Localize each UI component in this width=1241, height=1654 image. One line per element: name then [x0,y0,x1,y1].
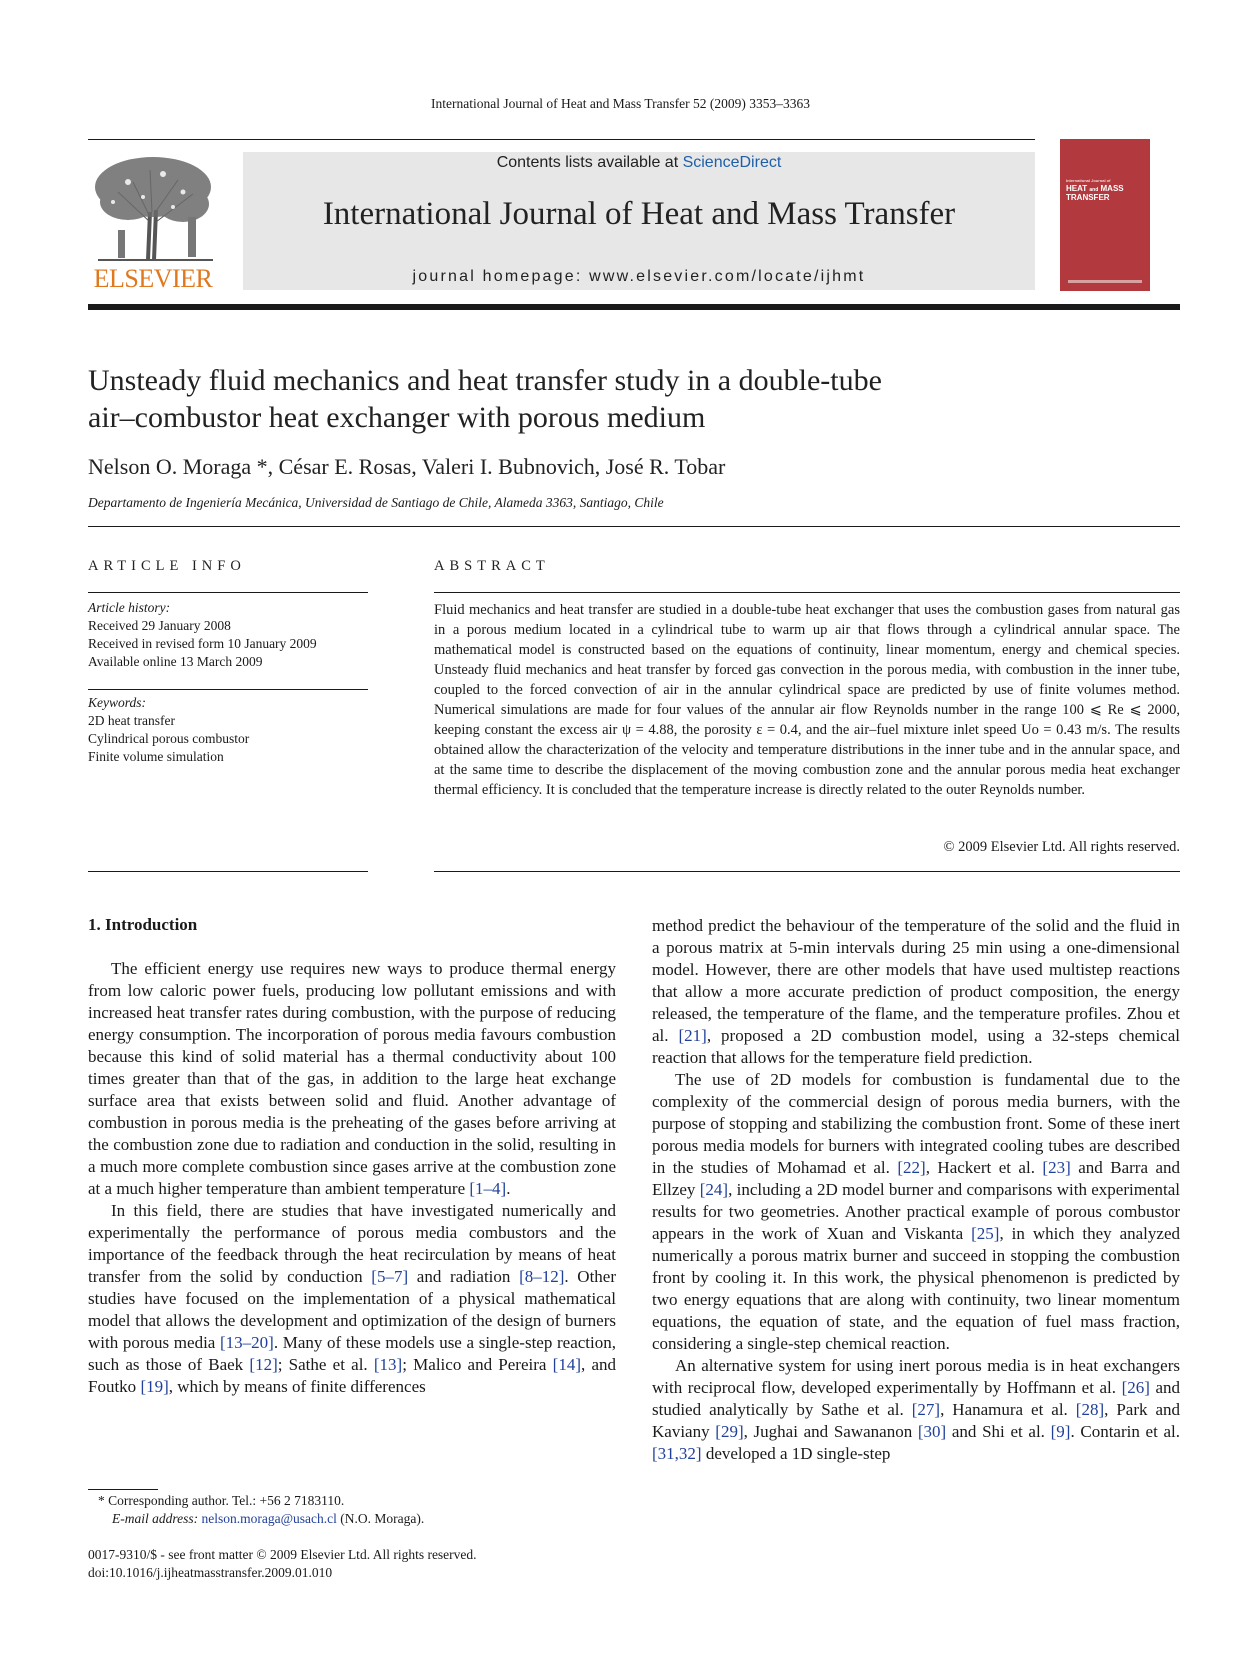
history-online: Available online 13 March 2009 [88,654,263,669]
header-rule [88,139,1035,140]
affiliation: Departamento de Ingeniería Mecánica, Universidad de Santiago de Chile, Alameda 3363, Santiago, Chile [88,495,664,510]
citation-link[interactable]: [26] [1121,1378,1150,1397]
keywords: Keywords: 2D heat transfer Cylindrical porous combustor Finite volume simulation [88,694,368,766]
text-run: , proposed a 2D combustion model, using a 32-steps chemical reaction that allows for the temperature field prediction. [652,1026,1180,1067]
abstract-copyright: © 2009 Elsevier Ltd. All rights reserved. [943,839,1180,855]
citation-link[interactable]: [25] [971,1224,1000,1243]
article-history: Article history: Received 29 January 2008 Received in revised form 10 January 2009 Available online 13 March 2009 [88,599,368,671]
front-matter: 0017-9310/$ - see front matter © 2009 Elsevier Ltd. All rights reserved. doi:10.1016/j.ijheatmasstransfer.2009.01.010 [88,1547,477,1580]
text-run: , Hackert et al. [925,1158,1043,1177]
citation-link[interactable]: [13–20] [220,1333,274,1352]
section-heading-introduction: 1. Introduction [88,915,198,934]
citation-link[interactable]: [14] [552,1355,581,1374]
citation-link[interactable]: [29] [715,1422,744,1441]
citation-link[interactable]: [5–7] [371,1267,409,1286]
tree-logo-icon [88,152,218,264]
citation-link[interactable]: [8–12] [519,1267,565,1286]
article-info-heading: ARTICLE INFO [88,558,246,574]
paragraph [652,1069,1180,1355]
abstract-heading: ABSTRACT [434,558,550,574]
text-run: and Barra and Ellzey [652,1158,1180,1199]
citation-link[interactable]: [23] [1042,1158,1071,1177]
text-run: , Hanamura et al. [940,1400,1076,1419]
affiliation-rule [88,526,1180,527]
article-info-rule [88,592,368,593]
authors: Nelson O. Moraga *, César E. Rosas, Valeri I. Bubnovich, José R. Tobar [88,454,726,479]
paragraph [652,1355,1180,1465]
text-run: . Other studies have focused on the implementation of a physical mathematical model that allows the development and optimization of the design of burners with porous media [88,1267,617,1352]
keyword: Cylindrical porous combustor [88,731,250,746]
citation-link[interactable]: [28] [1075,1400,1105,1419]
abstract-text: Fluid mechanics and heat transfer are studied in a double-tube heat exchanger that uses the combustion gases from natural gas in a porous medium located in a cylindrical tube to warm up air that flows through a cylindrical annular space. The mathematical model is constructed based on the equations of continuity, linear momentum, energy and chemical species. Unsteady fluid mechanics and heat transfer by forced gas convection in the porous media, with combustion in the inner tube, coupled to the forced convection of air in the annular cylindrical space are predicted by use of finite volumes method. Numerical simulations are made for four values of the annular air flow Reynolds number in the range 100 ⩽ Re ⩽ 2000, keeping constant the excess air ψ = 4.88, the porosity ε = 0.4, and the air–fuel mixture inlet speed Uo = 0.43 m/s. The results obtained allow the characterization of the velocity and temperature distributions in the inner tube and in the annular space, and at the same time to describe the displacement of the moving combustion zone and the annular porous media heat exchanger thermal efficiency. It is concluded that the temperature increase is directly related to the outer Reynolds number. [434,602,1180,798]
history-received: Received 29 January 2008 [88,618,231,633]
keyword: Finite volume simulation [88,749,224,764]
elsevier-logo [88,152,218,294]
text-run: , Jughai and Sawananon [743,1422,918,1441]
text-run: method predict the behaviour of the temperature of the solid and the fluid in a porous matrix at 5-min intervals during 25 min using a one-dimensional model. However, there are other models that have used multistep reactions that allow a more accurate prediction of product composition, the energy released, the temperature of the flame, and the temperature profiles. Zhou et al. [652,916,1180,1045]
text-run: , in which they analyzed numerically a porous matrix burner and succeed in stopping the combustion front by cooling it. In this work, the physical phenomenon is predicted by two energy equations that are along with continuity, two linear momentum equations, the equation of state, and the equation of fuel mass fraction, considering a single-step chemical reaction. [652,1224,1180,1353]
abstract-bottom-rule [434,871,1180,872]
text-run: . Contarin et al. [1070,1422,1181,1441]
text-run: , and Foutko [88,1355,616,1396]
journal-cover-thumbnail [1060,139,1150,291]
text-run: An alternative system for using inert porous media is in heat exchangers with reciprocal flow, developed experimentally by Hoffmann et al. [652,1356,1180,1397]
citation-link[interactable]: [21] [678,1026,707,1045]
journal-banner [243,152,1035,290]
text-run: , Park and Kaviany [652,1400,1180,1441]
citation-link[interactable]: [1–4] [469,1179,507,1198]
paragraph [652,915,1180,1069]
text-run: and Shi et al. [946,1422,1051,1441]
article-info-bottom-rule [88,871,368,872]
text-run: developed a 1D single-step [701,1444,891,1463]
abstract-rule [434,592,1180,593]
text-run: , including a 2D model burner and comparisons with experimental results for two geometries. Another practical example of porous combustor appears in the work of Xuan and Viskanta [652,1180,1180,1243]
left-column [88,958,616,1398]
journal-title: International Journal of Heat and Mass Transfer [322,196,956,232]
publisher-wordmark: ELSEVIER [93,264,213,293]
keywords-rule [88,689,368,690]
footnote-rule [88,1489,158,1490]
text-run: The efficient energy use requires new ways to produce thermal energy from low caloric power fuels, producing low pollutant emissions and with increased heat transfer rates during combustion, with the purpose of reducing energy consumption. The incorporation of porous media favours combustion because this kind of solid material has a thermal conductivity about 100 times greater than that of the gas, in addition to the large heat exchange surface area that exists between solid and fluid. Another advantage of combustion in porous media is the preheating of the gases before arriving at the combustion zone due to radiation and conduction in the solid, resulting in a much more complete combustion since gases arrive at the combustion zone at a much higher temperature than ambient temperature [88,959,616,1198]
text-run: ; Malico and Pereira [402,1355,553,1374]
text-run: ; Sathe et al. [277,1355,374,1374]
email-link[interactable]: nelson.moraga@usach.cl [201,1511,337,1526]
cover-title: International Journal of HEAT and MASS TRANSFER [1066,178,1124,202]
article-title: Unsteady fluid mechanics and heat transfer study in a double-tube air–combustor heat exchanger with porous medium [88,364,882,434]
text-run: and radiation [408,1267,520,1286]
running-head: International Journal of Heat and Mass Transfer 52 (2009) 3353–3363 [430,96,811,111]
citation-link[interactable]: [9] [1050,1422,1071,1441]
doi: doi:10.1016/j.ijheatmasstransfer.2009.01.010 [88,1565,333,1580]
sciencedirect-link[interactable]: ScienceDirect [682,154,782,171]
citation-link[interactable]: [30] [917,1422,947,1441]
paragraph [88,1200,616,1398]
text-run: In this field, there are studies that have investigated numerically and experimentally the performance of porous media combustors and the importance of the feedback through the heat recirculation by means of heat transfer from the solid by conduction [88,1201,616,1286]
text-run: The use of 2D models for combustion is fundamental due to the complexity of the commercial design of porous media burners, with the purpose of stopping and stabilizing the combustion front. Some of these inert porous media models for burners with integrated cooling tubes are described in the studies of Mohamad et al. [652,1070,1180,1177]
citation-link[interactable]: [27] [911,1400,941,1419]
citation-link[interactable]: [12] [249,1355,278,1374]
text-run: , which by means of finite differences [168,1377,426,1396]
citation-link[interactable]: [31,32] [652,1444,702,1463]
history-revised: Received in revised form 10 January 2009 [88,636,317,651]
journal-homepage-link[interactable]: journal homepage: www.elsevier.com/locate/ijhmt [412,268,866,285]
banner-thick-rule [88,304,1180,310]
citation-link[interactable]: [24] [699,1180,729,1199]
contents-line: Contents lists available at ScienceDirect [496,154,782,171]
keyword: 2D heat transfer [88,713,175,728]
right-column [652,915,1180,1465]
citation-link[interactable]: [22] [897,1158,926,1177]
paragraph [88,958,616,1200]
citation-link[interactable]: [13] [373,1355,403,1374]
text-run: . Many of these models use a single-step reaction, such as those of Baek [88,1333,616,1374]
citation-link[interactable]: [19] [140,1377,169,1396]
corresponding-author-footnote: * Corresponding author. Tel.: +56 2 7183110. E-mail address: nelson.moraga@usach.cl (N.O. Moraga). [98,1493,425,1526]
text-run: . [506,1179,511,1198]
text-run: and studied analytically by Sathe et al. [652,1378,1180,1419]
